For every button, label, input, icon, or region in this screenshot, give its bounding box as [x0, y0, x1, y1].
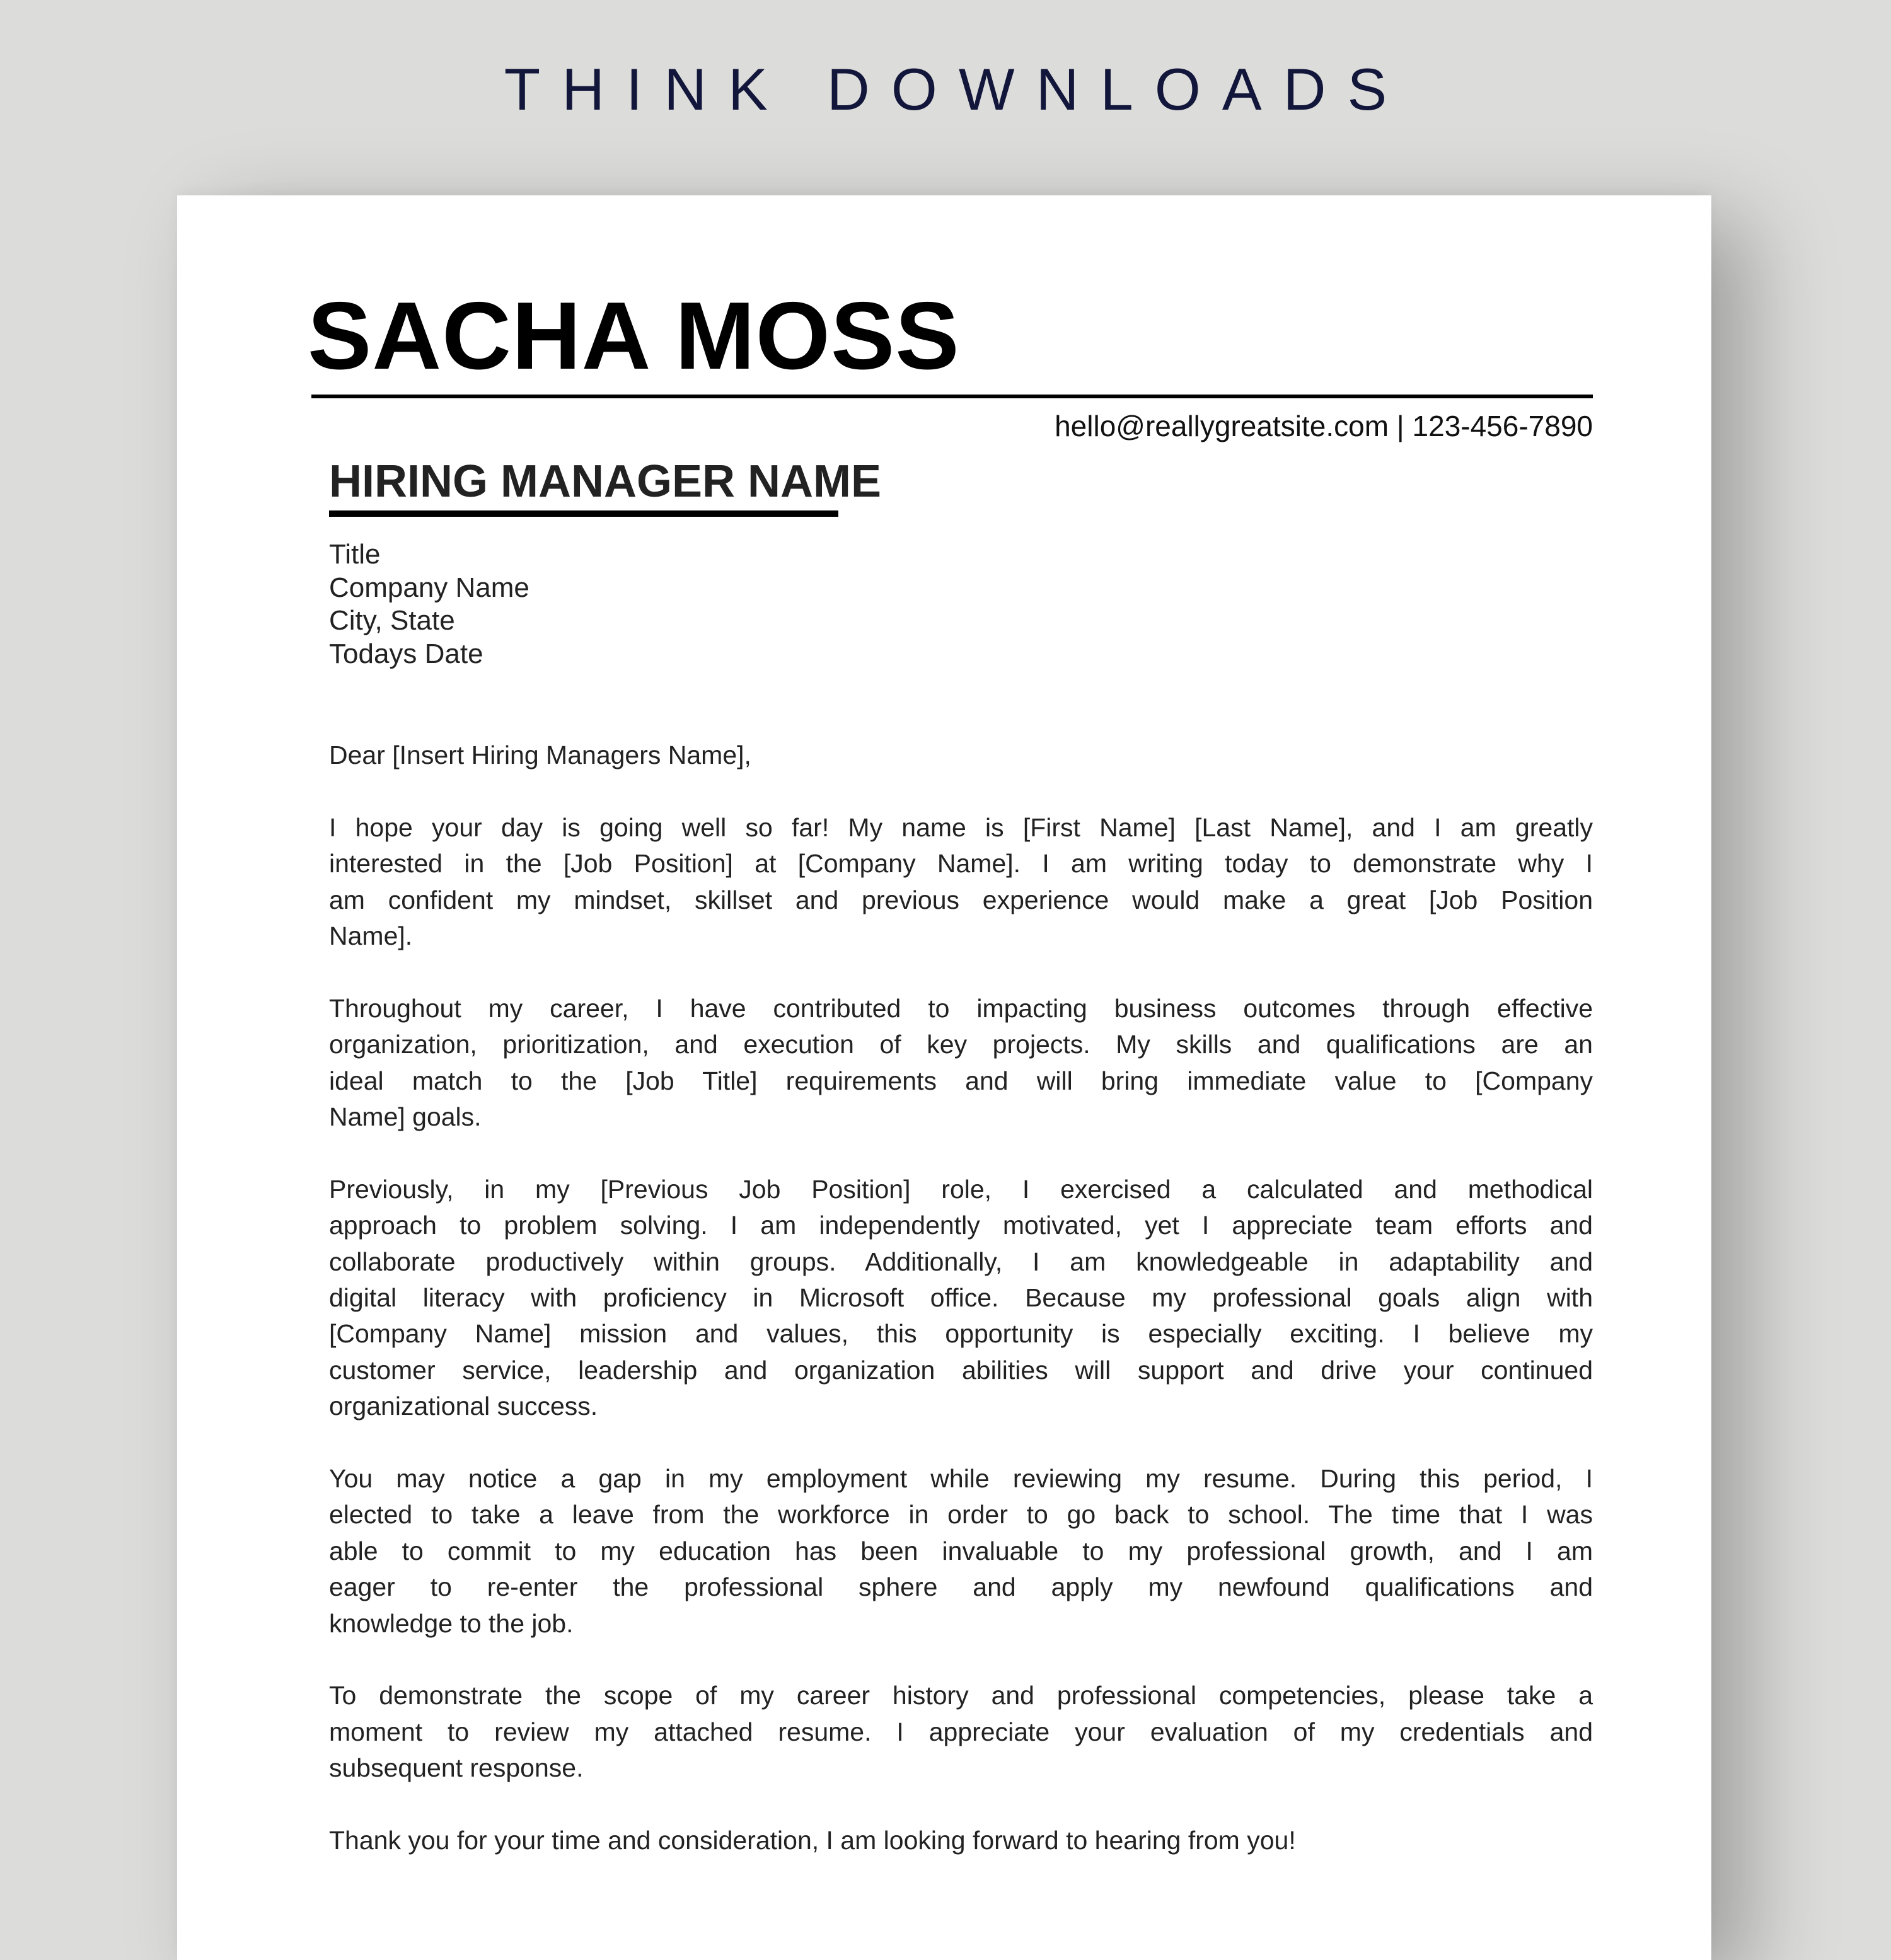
address-city-state: City, State: [329, 605, 455, 636]
body-paragraph: [329, 810, 1593, 955]
sender-name: SACHA MOSS: [308, 282, 960, 389]
address-title: Title: [329, 539, 381, 570]
paragraph-line: collaborate productively within groups. Additionally, I am knowledgeable in adaptability and: [329, 1247, 1593, 1276]
paragraph-line: ideal match to the [Job Title] requirements and will bring immediate value to [Company: [329, 1066, 1593, 1095]
paragraph-line: [Company Name] mission and values, this opportunity is especially exciting. I believe my: [329, 1319, 1593, 1349]
paragraph-line: Throughout my career, I have contributed to impacting business outcomes through effective: [329, 993, 1593, 1023]
body-paragraph: [329, 1172, 1593, 1425]
closing-paragraph: [329, 1823, 1593, 1859]
recipient-heading: HIRING MANAGER NAME: [329, 456, 881, 507]
paragraph-line: Previously, in my [Previous Job Position] role, I exercised a calculated and methodical: [329, 1174, 1593, 1204]
paragraph-line: interested in the [Job Position] at [Company Name]. I am writing today to demonstrate why I: [329, 849, 1593, 879]
paragraph-line: knowledge to the job.: [329, 1608, 574, 1638]
body-paragraph: [329, 1461, 1593, 1642]
paragraph-line: able to commit to my education has been invaluable to my professional growth, and I am: [329, 1536, 1593, 1565]
paragraph-line: subsequent response.: [329, 1753, 584, 1783]
paragraph-line: moment to review my attached resume. I appreciate your evaluation of my credentials and: [329, 1717, 1593, 1746]
paragraph-line: organization, prioritization, and execution of key projects. My skills and qualifications are an: [329, 1030, 1593, 1059]
paragraph-line: You may notice a gap in my employment while reviewing my resume. During this period, I: [329, 1464, 1593, 1494]
paragraph-line: approach to problem solving. I am independently motivated, yet I appreciate team efforts and: [329, 1211, 1593, 1240]
paragraph-line: am confident my mindset, skillset and previous experience would make a great [Job Position: [329, 885, 1593, 914]
address-date: Todays Date: [329, 638, 483, 669]
header-divider: [311, 395, 1593, 398]
recipient-address: [329, 538, 529, 671]
paragraph-line: organizational success.: [329, 1392, 598, 1421]
body-paragraph: [329, 991, 1593, 1136]
address-company: Company Name: [329, 572, 529, 603]
paragraph-line: Name] goals.: [329, 1102, 482, 1132]
letter-body: [329, 737, 1593, 1895]
paragraph-line: elected to take a leave from the workforce in order to go back to school. The time that I was: [329, 1500, 1593, 1530]
body-paragraph: [329, 1678, 1593, 1786]
paragraph-line: Thank you for your time and consideration, I am looking forward to hearing from you!: [329, 1826, 1296, 1855]
paragraph-line: customer service, leadership and organization abilities will support and drive your continued: [329, 1355, 1593, 1385]
salutation: Dear [Insert Hiring Managers Name],: [329, 741, 751, 770]
paragraph-line: I hope your day is going well so far! My name is [First Name] [Last Name], and I am greatly: [329, 812, 1593, 842]
paragraph-line: eager to re-enter the professional sphere and apply my newfound qualifications and: [329, 1572, 1593, 1602]
recipient-underline: [329, 510, 838, 517]
contact-info: hello@reallygreatsite.com | 123-456-7890: [1055, 410, 1593, 442]
paragraph-line: To demonstrate the scope of my career history and professional competencies, please take a: [329, 1681, 1593, 1710]
paragraph-line: digital literacy with proficiency in Microsoft office. Because my professional goals align with: [329, 1283, 1593, 1313]
paragraph-line: Name].: [329, 921, 413, 951]
brand-title: THINK DOWNLOADS: [504, 56, 1409, 122]
